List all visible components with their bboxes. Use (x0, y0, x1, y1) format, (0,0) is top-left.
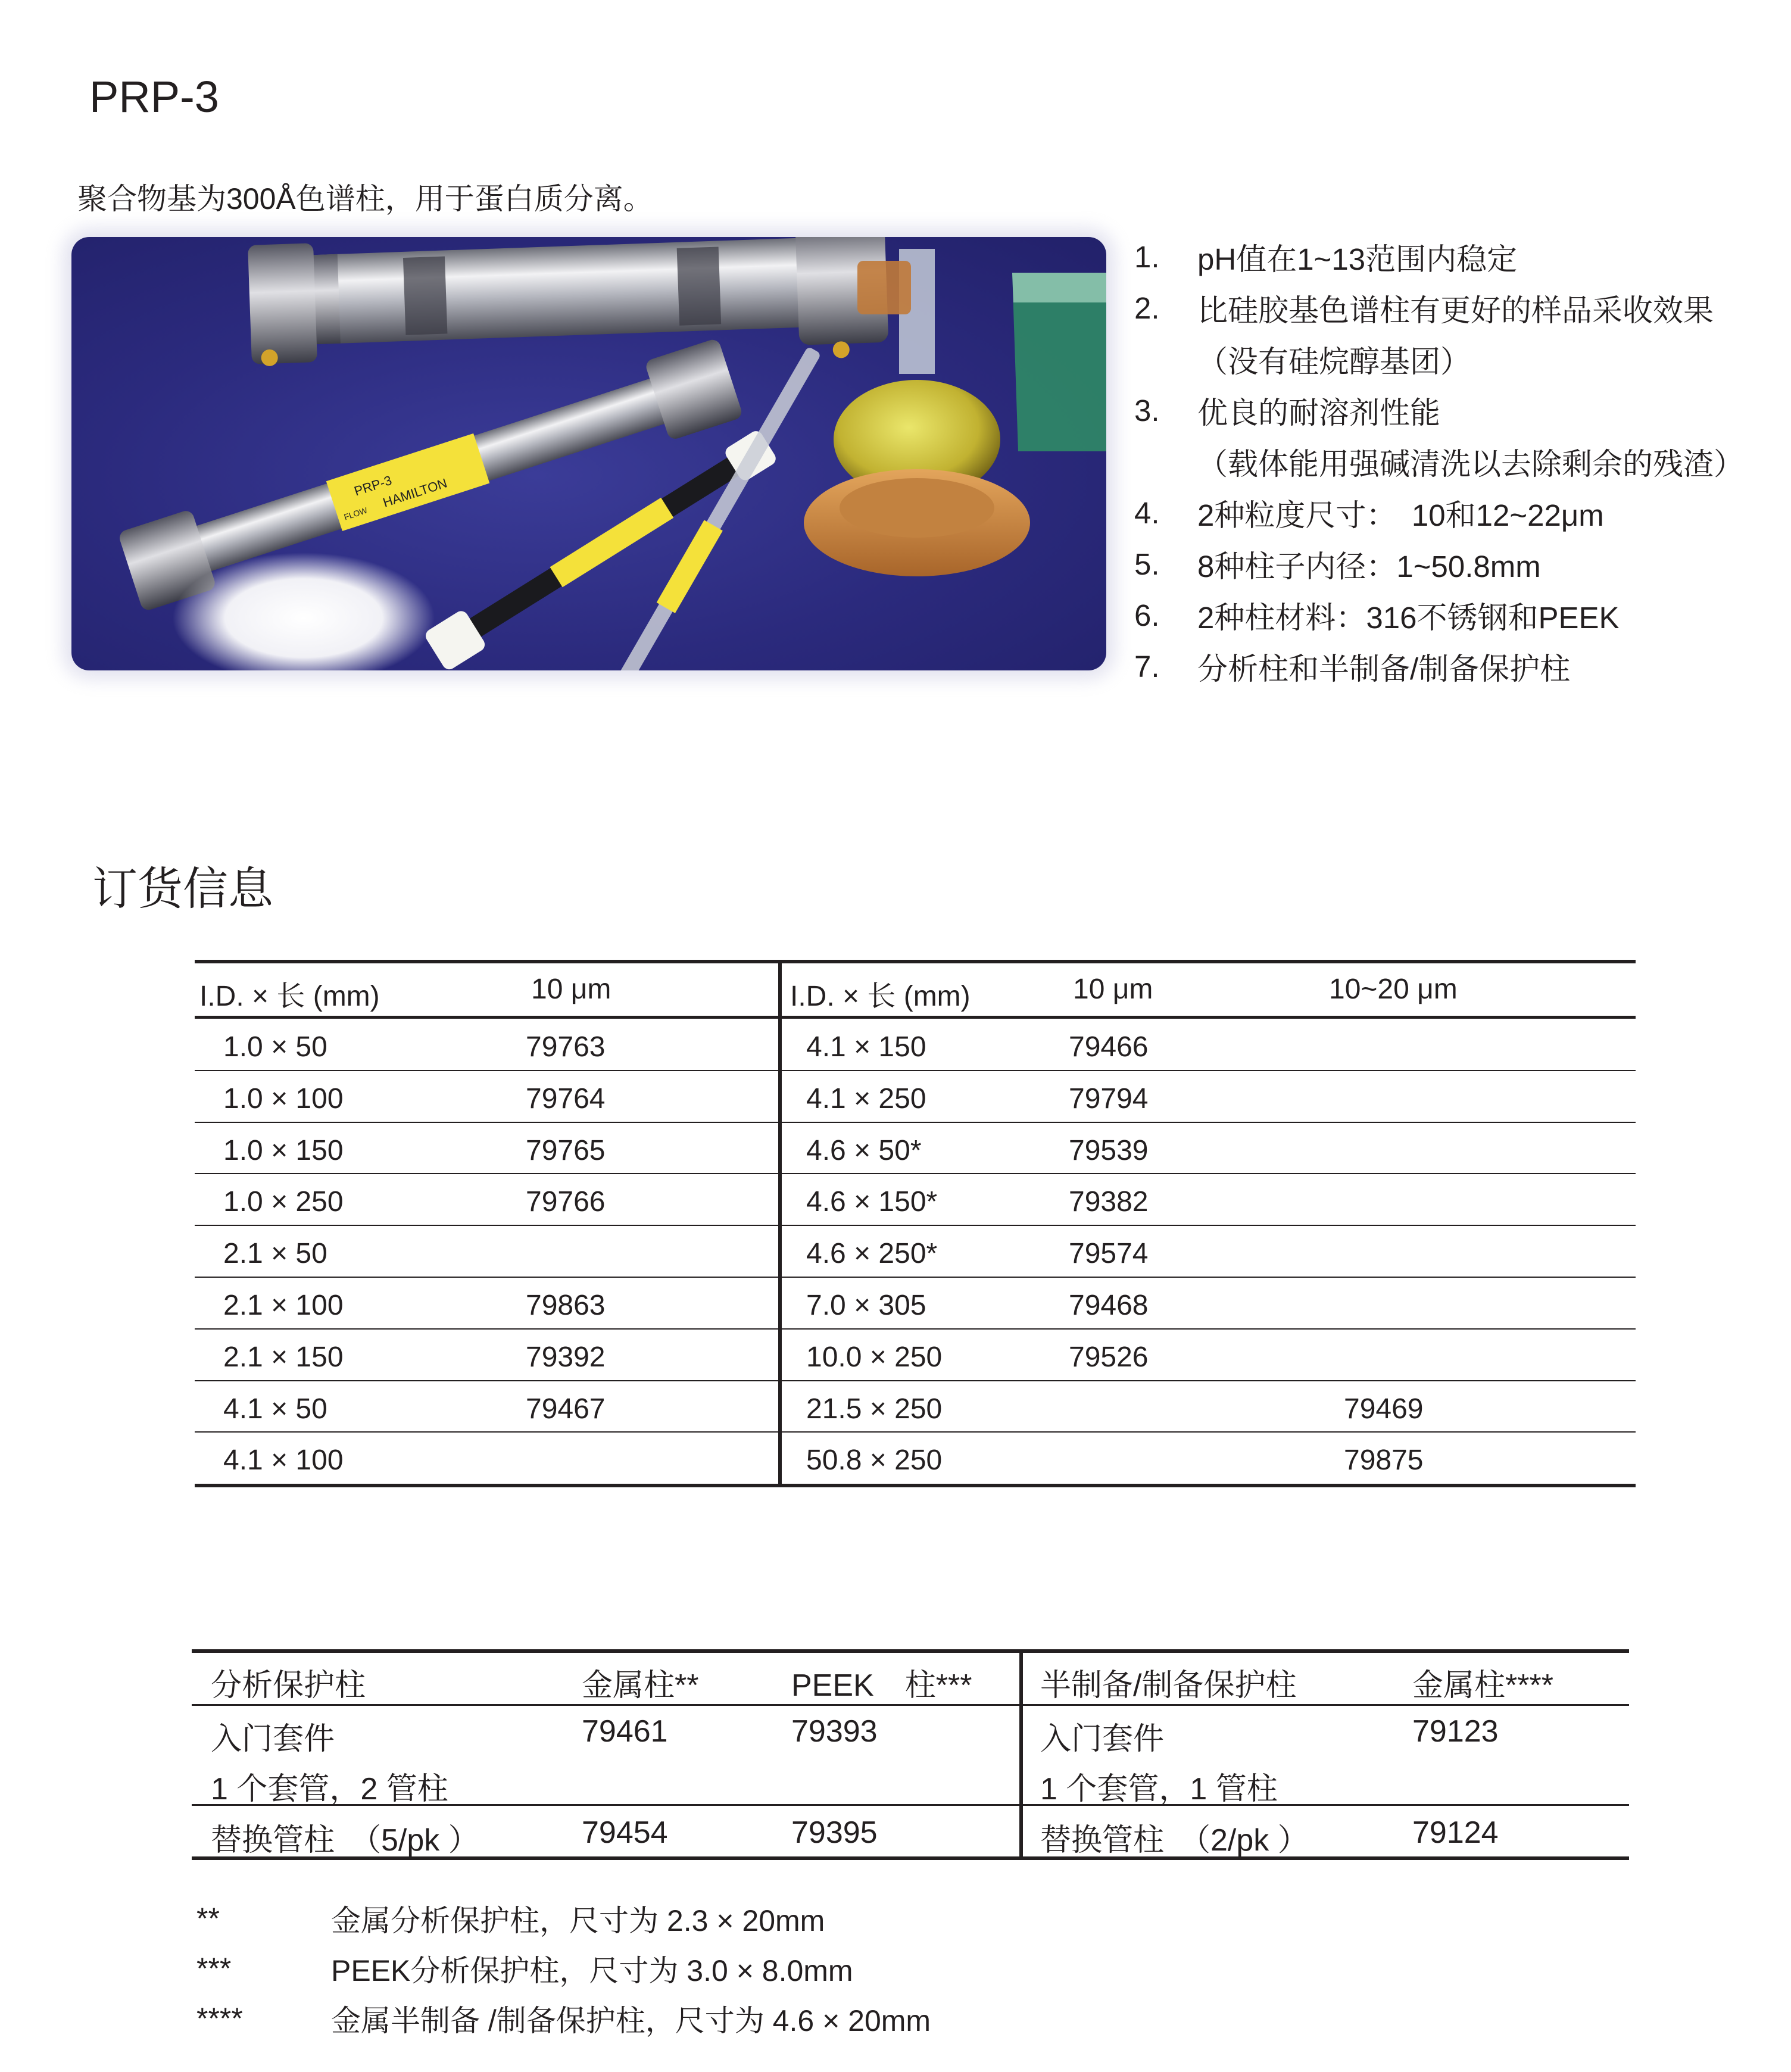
part-number-cell: 79382 (1069, 1186, 1149, 1218)
size-cell: 50.8 × 250 (806, 1444, 943, 1477)
part-number-cell: 79392 (526, 1341, 606, 1373)
guard-column-table (192, 1649, 1629, 1860)
feature-item: （没有硅烷醇基团） (1197, 345, 1471, 379)
part-number-cell: 79124 (1412, 1815, 1499, 1850)
header-metal-column: 金属柱** (582, 1668, 699, 1703)
size-cell: 4.6 × 50* (806, 1134, 922, 1166)
guard-item-label: 1 个套管，1 管柱 (1040, 1772, 1278, 1806)
size-cell: 2.1 × 100 (223, 1290, 344, 1321)
part-number-cell: 79454 (582, 1815, 668, 1850)
part-number-cell: 79875 (1344, 1444, 1424, 1477)
size-cell: 2.1 × 50 (223, 1238, 327, 1270)
feature-item: （载体能用强碱清洗以去除剩余的残渣） (1197, 447, 1745, 481)
header-10um-left: 10 μm (531, 973, 611, 1005)
size-cell: 10.0 × 250 (806, 1341, 943, 1373)
guard-item-label: 入门套件 (1040, 1722, 1165, 1756)
feature-item: 7. 分析柱和半制备/制备保护柱 (1134, 649, 1571, 686)
header-id-length-right: I.D. × 长 (mm) (790, 981, 971, 1012)
feature-item: 4. 2种粒度尺寸： 10和12~22μm (1134, 495, 1604, 532)
feature-item: 1. pH值在1~13范围内稳定 (1134, 239, 1518, 276)
column-ordering-table (195, 960, 1636, 1484)
part-number-cell: 79469 (1344, 1393, 1424, 1425)
size-cell: 7.0 × 305 (806, 1290, 926, 1321)
product-photo (71, 237, 1106, 670)
column-label-brand: HAMILTON (380, 475, 449, 510)
column-label-flow: FLOW (342, 505, 369, 522)
hplc-columns-illustration (71, 237, 1106, 670)
footnote: *** PEEK分析保护柱，尺寸为 3.0 × 8.0mm (196, 1952, 853, 1987)
feature-item: 2. 比硅胶基色谱柱有更好的样品采收效果 (1134, 291, 1714, 327)
page-subtitle: 聚合物基为300Å色谱柱，用于蛋白质分离。 (77, 182, 653, 216)
guard-item-label: 替换管柱 （2/pk ） (1040, 1823, 1309, 1858)
size-cell: 21.5 × 250 (806, 1393, 943, 1425)
size-cell: 4.6 × 250* (806, 1238, 938, 1270)
part-number-cell: 79766 (526, 1186, 606, 1218)
part-number-cell: 79123 (1412, 1714, 1499, 1749)
size-cell: 1.0 × 150 (223, 1134, 344, 1166)
size-cell: 1.0 × 250 (223, 1186, 344, 1218)
guard-item-label: 1 个套管，2 管柱 (211, 1772, 448, 1806)
feature-list (1134, 231, 1765, 692)
part-number-cell: 79763 (526, 1031, 606, 1063)
feature-item: 5. 8种柱子内径：1~50.8mm (1134, 547, 1541, 583)
part-number-cell: 79574 (1069, 1238, 1149, 1270)
header-10-20um-right: 10~20 μm (1329, 973, 1458, 1005)
page-title: PRP-3 (89, 72, 219, 121)
column-label-model: PRP-3 (352, 472, 394, 499)
guard-item-label: 入门套件 (211, 1722, 335, 1756)
size-cell: 4.6 × 150* (806, 1186, 938, 1218)
size-cell: 4.1 × 50 (223, 1393, 327, 1425)
part-number-cell: 79466 (1069, 1031, 1149, 1063)
part-number-cell: 79468 (1069, 1290, 1149, 1321)
part-number-cell: 79765 (526, 1134, 606, 1166)
part-number-cell: 79539 (1069, 1134, 1149, 1166)
size-cell: 1.0 × 100 (223, 1082, 344, 1115)
part-number-cell: 79863 (526, 1290, 606, 1321)
guard-item-label: 替换管柱 （5/pk ） (211, 1823, 479, 1858)
part-number-cell: 79764 (526, 1082, 606, 1115)
header-peek-column: PEEK 柱*** (791, 1668, 972, 1703)
part-number-cell: 79467 (526, 1393, 606, 1425)
size-cell: 1.0 × 50 (223, 1031, 327, 1063)
footnote: **** 金属半制备 /制备保护柱，尺寸为 4.6 × 20mm (196, 2002, 931, 2037)
size-cell: 4.1 × 100 (223, 1444, 344, 1477)
header-semiprep-guard: 半制备/制备保护柱 (1040, 1668, 1297, 1703)
part-number-cell: 79461 (582, 1714, 668, 1749)
part-number-cell: 79794 (1069, 1082, 1149, 1115)
part-number-cell: 79526 (1069, 1341, 1149, 1373)
ordering-info-heading: 订货信息 (92, 864, 273, 915)
part-number-cell: 79393 (791, 1714, 878, 1749)
header-id-length-left: I.D. × 长 (mm) (199, 981, 380, 1012)
size-cell: 4.1 × 250 (806, 1082, 926, 1115)
feature-item: 6. 2种柱材料：316不锈钢和PEEK (1134, 598, 1620, 635)
footnotes (196, 1893, 931, 2043)
size-cell: 4.1 × 150 (806, 1031, 926, 1063)
part-number-cell: 79395 (791, 1815, 878, 1850)
feature-item: 3. 优良的耐溶剂性能 (1134, 393, 1441, 430)
footnote: ** 金属分析保护柱，尺寸为 2.3 × 20mm (196, 1902, 825, 1937)
size-cell: 2.1 × 150 (223, 1341, 344, 1373)
header-metal-column-prep: 金属柱**** (1412, 1668, 1553, 1703)
header-10um-right: 10 μm (1073, 973, 1153, 1005)
header-analytical-guard: 分析保护柱 (211, 1668, 366, 1703)
